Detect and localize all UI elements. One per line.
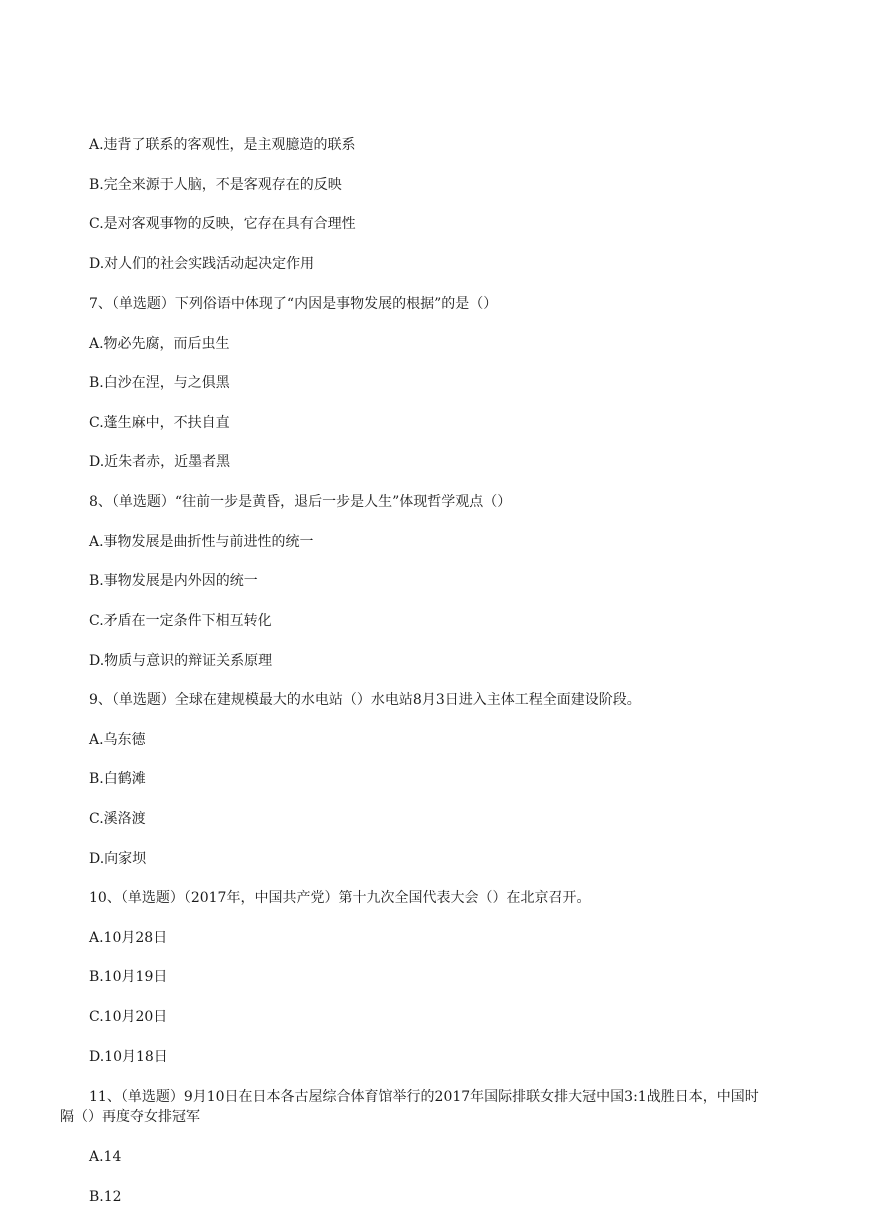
- q10-option-a: A.10月28日: [89, 930, 168, 946]
- q10-option-b: B.10月19日: [89, 969, 168, 985]
- q6-option-b: B.完全来源于人脑，不是客观存在的反映: [89, 177, 342, 193]
- q8-stem: 8、（单选题）“往前一步是黄昏，退后一步是人生”体现哲学观点（）: [89, 494, 512, 510]
- q11-stem-line2: 隔（）再度夺女排冠军: [60, 1109, 200, 1125]
- q7-option-b: B.白沙在涅，与之俱黑: [89, 375, 230, 391]
- q8-option-a: A.事物发展是曲折性与前进性的统一: [89, 534, 314, 550]
- q7-stem: 7、（单选题）下列俗语中体现了“内因是事物发展的根据”的是（）: [89, 296, 498, 312]
- q7-option-a: A.物必先腐，而后虫生: [89, 336, 230, 352]
- q11-stem-line1: 11、（单选题）9月10日在日本各古屋综合体育馆举行的2017年国际排联女排大冠中国3:1战胜日本，中国时: [89, 1089, 759, 1105]
- q7-option-d: D.近朱者赤，近墨者黑: [89, 454, 231, 470]
- q9-option-c: C.溪洛渡: [89, 811, 146, 827]
- q9-option-d: D.向家坝: [89, 851, 147, 867]
- q6-option-a: A.违背了联系的客观性，是主观臆造的联系: [89, 137, 356, 153]
- q11-option-a: A.14: [89, 1149, 122, 1165]
- q8-option-b: B.事物发展是内外因的统一: [89, 573, 258, 589]
- q7-option-c: C.蓬生麻中，不扶自直: [89, 415, 230, 431]
- q9-stem: 9、（单选题）全球在建规模最大的水电站（）水电站8月3日进入主体工程全面建设阶段。: [89, 692, 641, 708]
- q6-option-d: D.对人们的社会实践活动起决定作用: [89, 256, 315, 272]
- q8-option-d: D.物质与意识的辩证关系原理: [89, 653, 273, 669]
- q11-option-b: B.12: [89, 1189, 122, 1205]
- q9-option-a: A.乌东德: [89, 732, 146, 748]
- q10-stem: 10、（单选题）（2017年，中国共产党）第十九次全国代表大会（）在北京召开。: [89, 890, 591, 906]
- q6-option-c: C.是对客观事物的反映，它存在具有合理性: [89, 216, 356, 232]
- q9-option-b: B.白鹤滩: [89, 771, 146, 787]
- q10-option-c: C.10月20日: [89, 1009, 168, 1025]
- q8-option-c: C.矛盾在一定条件下相互转化: [89, 613, 272, 629]
- q10-option-d: D.10月18日: [89, 1049, 168, 1065]
